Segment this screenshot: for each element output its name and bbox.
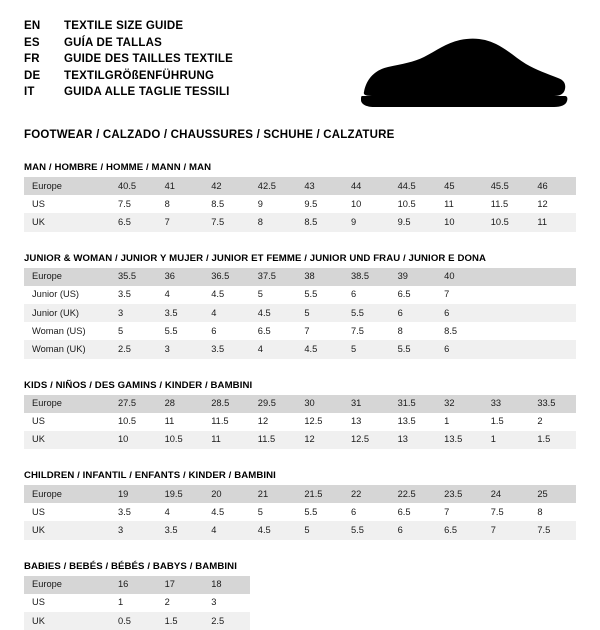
cell: 21 <box>250 485 297 503</box>
cell: 4.5 <box>296 340 343 358</box>
cell: 1 <box>118 597 124 608</box>
cell: 20 <box>203 485 250 503</box>
table-row <box>24 521 576 539</box>
cell: 44.5 <box>390 177 437 195</box>
cell <box>529 286 576 304</box>
group-title: BABIES / BEBÉS / BÉBÉS / BABYS / BAMBINI <box>24 560 237 572</box>
cell: 22.5 <box>390 485 437 503</box>
cell-empty <box>390 612 437 630</box>
size-table-kids <box>24 395 576 450</box>
cell: 7 <box>304 325 310 336</box>
row-label: US <box>32 198 45 209</box>
cell-empty <box>529 576 576 594</box>
cell: 40.5 <box>110 177 157 195</box>
cell: 19.5 <box>157 485 204 503</box>
cell <box>529 340 576 358</box>
cell: 9.5 <box>304 198 318 209</box>
cell: 5 <box>296 521 343 539</box>
cell: 8 <box>164 198 170 209</box>
cell: 36.5 <box>203 268 250 286</box>
row-label: Europe <box>24 576 110 594</box>
cell: 0.5 <box>110 612 157 630</box>
cell: 9 <box>257 198 263 209</box>
row-label: Europe <box>24 395 110 413</box>
cell: 33 <box>483 395 530 413</box>
cell: 5.5 <box>390 340 437 358</box>
cell: 10.5 <box>118 416 137 427</box>
language-row <box>24 35 233 52</box>
cell: 7.5 <box>118 198 131 209</box>
cell: 2 <box>164 597 170 608</box>
group-title: CHILDREN / INFANTIL / ENFANTS / KINDER / BAMBINI <box>24 470 276 482</box>
row-label: Europe <box>24 268 110 286</box>
size-group-junior-woman <box>24 253 576 359</box>
cell-empty <box>436 594 483 612</box>
cell <box>483 286 530 304</box>
cell-empty <box>296 594 343 612</box>
cell: 2.5 <box>110 340 157 358</box>
table-row <box>24 268 576 286</box>
cell: 45 <box>436 177 483 195</box>
table-row <box>24 195 576 213</box>
cell: 29.5 <box>250 395 297 413</box>
cell-empty <box>390 576 437 594</box>
cell: 11 <box>444 198 454 209</box>
cell: 30 <box>296 395 343 413</box>
cell: 3 <box>110 304 157 322</box>
cell: 13 <box>390 431 437 449</box>
cell: 5.5 <box>164 325 178 336</box>
size-table-junior-woman <box>24 268 576 359</box>
cell: 6.5 <box>436 521 483 539</box>
cell-empty <box>250 594 297 612</box>
size-group-babies <box>24 561 576 630</box>
cell: 27.5 <box>110 395 157 413</box>
cell: 4.5 <box>211 289 225 300</box>
size-group-man <box>24 162 576 232</box>
cell: 3 <box>157 340 204 358</box>
cell <box>483 268 530 286</box>
table-row <box>24 503 576 521</box>
language-code: EN <box>24 20 41 32</box>
cell: 4.5 <box>250 521 297 539</box>
cell: 3.5 <box>203 340 250 358</box>
cell: 3.5 <box>157 304 204 322</box>
cell-empty <box>390 594 437 612</box>
cell: 8 <box>250 213 297 231</box>
language-row <box>24 51 233 68</box>
row-label: UK <box>24 612 110 630</box>
cell: 23.5 <box>436 485 483 503</box>
cell: 24 <box>483 485 530 503</box>
cell: 6.5 <box>257 325 271 336</box>
cell-empty <box>483 576 530 594</box>
language-code: DE <box>24 69 41 82</box>
cell: 4 <box>203 521 250 539</box>
cell: 44 <box>343 177 390 195</box>
row-label: US <box>32 506 45 517</box>
cell: 10.5 <box>157 431 204 449</box>
cell: 8.5 <box>444 325 458 336</box>
cell <box>483 340 530 358</box>
cell: 6.5 <box>110 213 157 231</box>
cell: 7.5 <box>529 521 576 539</box>
cell: 10 <box>110 431 157 449</box>
cell: 6 <box>436 340 483 358</box>
cell-empty <box>529 612 576 630</box>
cell: 12 <box>296 431 343 449</box>
cell-empty <box>250 612 297 630</box>
cell: 8.5 <box>296 213 343 231</box>
cell: 6.5 <box>397 289 411 300</box>
cell-empty <box>296 576 343 594</box>
size-table-man <box>24 177 576 232</box>
cell: 1 <box>483 431 530 449</box>
cell: 1.5 <box>529 431 576 449</box>
cell: 4 <box>164 289 170 300</box>
cell: 41 <box>157 177 204 195</box>
cell: 35.5 <box>110 268 157 286</box>
row-label: UK <box>24 431 110 449</box>
table-row <box>24 213 576 231</box>
table-row <box>24 304 576 322</box>
table-row <box>24 395 576 413</box>
cell-empty <box>483 594 530 612</box>
cell: 45.5 <box>483 177 530 195</box>
cell: 12 <box>257 416 269 427</box>
cell <box>529 322 576 340</box>
size-group-children <box>24 470 576 540</box>
cell: 7.5 <box>350 325 364 336</box>
row-label: Junior (UK) <box>24 304 110 322</box>
cell: 11.5 <box>211 416 229 427</box>
size-group-kids <box>24 380 576 450</box>
cell: 7.5 <box>203 213 250 231</box>
language-title: TEXTILE SIZE GUIDE <box>64 20 184 32</box>
language-row <box>24 84 233 101</box>
cell <box>529 268 576 286</box>
cell: 46 <box>529 177 576 195</box>
cell: 38 <box>296 268 343 286</box>
row-label: Europe <box>24 485 110 503</box>
cell-empty <box>483 612 530 630</box>
cell: 3.5 <box>157 521 204 539</box>
table-row <box>24 576 576 594</box>
language-title-list <box>24 18 233 101</box>
row-label: Junior (US) <box>32 289 80 300</box>
cell: 17 <box>157 576 204 594</box>
group-title: MAN / HOMBRE / HOMME / MANN / MAN <box>24 162 212 173</box>
language-title: GUÍA DE TALLAS <box>64 36 162 49</box>
language-row <box>24 18 233 35</box>
cell: 40 <box>436 268 483 286</box>
row-label: Woman (UK) <box>24 340 110 358</box>
cell: 43 <box>296 177 343 195</box>
cell: 1 <box>444 416 450 427</box>
cell: 4.5 <box>250 304 297 322</box>
cell: 7 <box>444 289 450 300</box>
cell: 37.5 <box>250 268 297 286</box>
cell: 3 <box>110 521 157 539</box>
cell: 4.5 <box>211 506 225 517</box>
cell <box>483 322 530 340</box>
cell-empty <box>250 576 297 594</box>
language-title: TEXTILGRÖßENFÜHRUNG <box>64 69 215 82</box>
table-row <box>24 594 576 612</box>
table-row <box>24 485 576 503</box>
cell: 19 <box>110 485 157 503</box>
cell: 13 <box>350 416 362 427</box>
cell-empty <box>343 576 390 594</box>
cell: 6 <box>350 289 357 300</box>
cell: 12.5 <box>304 416 323 427</box>
table-row <box>24 177 576 195</box>
cell: 4 <box>203 304 250 322</box>
cell: 5 <box>257 506 263 517</box>
cell: 6 <box>390 521 437 539</box>
cell: 6 <box>390 304 437 322</box>
cell: 33.5 <box>529 395 576 413</box>
cell: 13.5 <box>397 416 416 427</box>
cell-empty <box>343 594 390 612</box>
table-row <box>24 431 576 449</box>
cell: 7 <box>157 213 204 231</box>
table-row <box>24 340 576 358</box>
cell: 7 <box>444 506 450 517</box>
cell: 8.5 <box>211 198 225 209</box>
row-label: Europe <box>24 177 110 195</box>
cell: 6.5 <box>397 506 411 517</box>
cell: 32 <box>436 395 483 413</box>
row-label: UK <box>24 213 110 231</box>
cell: 38.5 <box>343 268 390 286</box>
cell: 10 <box>350 198 362 209</box>
cell-empty <box>343 612 390 630</box>
table-row <box>24 413 576 431</box>
cell: 9.5 <box>390 213 437 231</box>
language-row <box>24 68 233 85</box>
group-title: KIDS / NIÑOS / DES GAMINS / KINDER / BAMBINI <box>24 379 253 391</box>
cell-empty <box>436 576 483 594</box>
cell: 13.5 <box>436 431 483 449</box>
cell: 1.5 <box>490 416 504 427</box>
page-header <box>24 18 576 112</box>
language-code: ES <box>24 36 40 49</box>
cell: 12 <box>537 198 548 209</box>
table-row <box>24 612 576 630</box>
cell: 8 <box>397 325 403 336</box>
cell: 5 <box>296 304 343 322</box>
cell: 11.5 <box>250 431 297 449</box>
cell: 42 <box>203 177 250 195</box>
cell: 31 <box>343 395 390 413</box>
language-code: FR <box>24 53 40 65</box>
cell: 10 <box>436 213 483 231</box>
cell: 2 <box>537 416 543 427</box>
cell: 9 <box>343 213 390 231</box>
cell: 8 <box>537 506 543 517</box>
cell: 28 <box>157 395 204 413</box>
cell: 7.5 <box>490 506 504 517</box>
cell: 11 <box>529 213 576 231</box>
cell: 31.5 <box>390 395 437 413</box>
row-label: US <box>32 597 45 608</box>
cell: 22 <box>343 485 390 503</box>
cell: 12.5 <box>343 431 390 449</box>
cell: 6 <box>350 506 357 517</box>
cell: 11 <box>164 416 175 427</box>
dress-shoe-icon <box>358 36 568 112</box>
cell: 5.5 <box>343 521 390 539</box>
cell <box>483 304 530 322</box>
language-title: GUIDA ALLE TAGLIE TESSILI <box>64 86 230 98</box>
cell: 5 <box>343 340 390 358</box>
cell: 3 <box>211 597 217 608</box>
table-row <box>24 286 576 304</box>
cell: 28.5 <box>203 395 250 413</box>
cell: 5.5 <box>304 289 318 300</box>
size-table-children <box>24 485 576 540</box>
cell: 42.5 <box>250 177 297 195</box>
cell-empty <box>529 594 576 612</box>
cell: 5.5 <box>304 506 318 517</box>
row-label: US <box>32 416 45 427</box>
group-title: JUNIOR & WOMAN / JUNIOR Y MUJER / JUNIOR ET FEMME / JUNIOR UND FRAU / JUNIOR E DONA <box>24 252 487 264</box>
language-code: IT <box>24 86 35 98</box>
cell-empty <box>436 612 483 630</box>
cell <box>529 304 576 322</box>
cell: 39 <box>390 268 437 286</box>
cell-empty <box>296 612 343 630</box>
cell: 5.5 <box>343 304 390 322</box>
cell: 21.5 <box>296 485 343 503</box>
language-title: GUIDE DES TAILLES TEXTILE <box>64 53 233 65</box>
row-label: UK <box>24 521 110 539</box>
cell: 10.5 <box>397 198 416 209</box>
cell: 6 <box>211 325 217 336</box>
cell: 1.5 <box>157 612 204 630</box>
cell: 11 <box>203 431 250 449</box>
cell: 36 <box>157 268 204 286</box>
cell: 3.5 <box>118 289 131 300</box>
cell: 2.5 <box>203 612 250 630</box>
cell: 4 <box>250 340 297 358</box>
cell: 25 <box>529 485 576 503</box>
footwear-heading: FOOTWEAR / CALZADO / CHAUSSURES / SCHUHE / CALZATURE <box>24 129 395 141</box>
cell: 5 <box>118 325 124 336</box>
cell: 5 <box>257 289 263 300</box>
cell: 4 <box>164 506 170 517</box>
cell: 3.5 <box>118 506 131 517</box>
cell: 11.5 <box>490 198 509 209</box>
cell: 10.5 <box>483 213 530 231</box>
row-label: Woman (US) <box>32 325 86 336</box>
table-row <box>24 322 576 340</box>
cell: 18 <box>203 576 250 594</box>
cell: 6 <box>436 304 483 322</box>
cell: 16 <box>110 576 157 594</box>
size-table-babies <box>24 576 576 630</box>
cell: 7 <box>483 521 530 539</box>
